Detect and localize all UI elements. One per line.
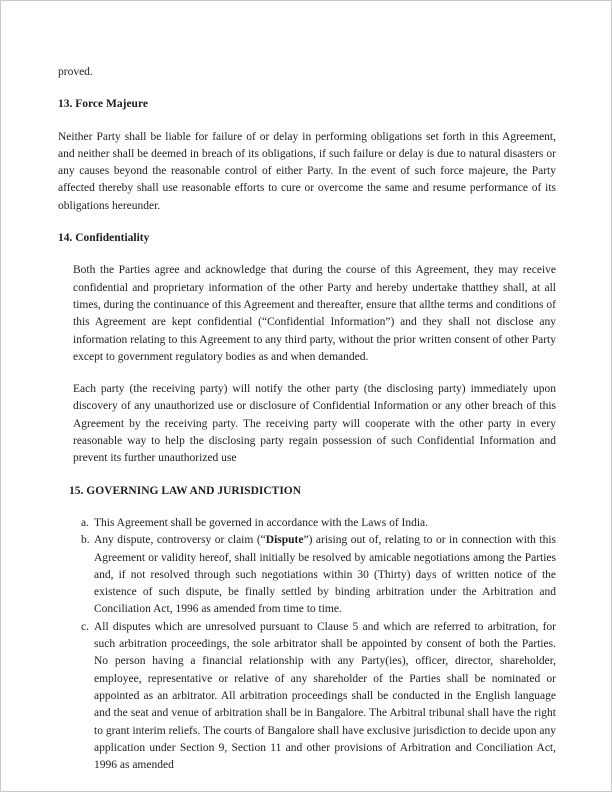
section-14-heading: 14. Confidentiality [58, 232, 150, 245]
clause-text-b-before: Any dispute, controversy or claim (“ [94, 534, 266, 547]
clause-marker-c: c. [81, 620, 89, 633]
clause-marker-b: b. [81, 534, 90, 547]
section-13-heading: 13. Force Majeure [58, 98, 148, 111]
clause-item-c [58, 619, 556, 775]
clause-text-b-after: ”) arising out of, relating to or in connection with this Agreement or validity hereof, shall initially be resolved by amicable negotiations among the Parties and, if not resolved through such negotiations within 30 (Thirty) days of written notice of the existence of such dispute, be finally settled by binding arbitration under the Arbitration and Conciliation Act, 1996 as amended from time to time. [94, 534, 556, 616]
clause-item-a [58, 515, 556, 532]
clause-marker-a: a. [81, 516, 89, 529]
clause-list [58, 515, 556, 774]
section-14-paragraph-2: Each party (the receiving party) will notify the other party (the disclosing party) immediately upon discovery of any unauthorized use or disclosure of Confidential Information or any other breach of this Agreement by the receiving party. The receiving party will cooperate with the other party in every reasonable way to help the disclosing party regain possession of such Confidential Information and prevent its further unauthorized use [73, 383, 556, 465]
clause-text-c: All disputes which are unresolved pursuant to Clause 5 and which are referred to arbitration, for such arbitration proceedings, the sole arbitrator shall be appointed by consent of both the Parties. No person having a financial relationship with any Party(ies), officer, director, shareholder, employee, representative or relative of any shareholder of the Parties shall be nominated or appointed as an arbitrator. All arbitration proceedings shall be conducted in the English language and the seat and venue of arbitration shall be in Bangalore. The Arbitral tribunal shall have the right to grant interim reliefs. The courts of Bangalore shall have exclusive jurisdiction to decide upon any application under Section 9, Section 11 and other provisions of Arbitration and Conciliation Act, 1996 as amended [94, 620, 556, 772]
clause-item-b [58, 532, 556, 618]
clause-text-a: This Agreement shall be governed in accordance with the Laws of India. [94, 516, 429, 529]
section-15-heading: 15. GOVERNING LAW AND JURISDICTION [69, 484, 302, 497]
clause-text-b-bold-term: Dispute [265, 534, 304, 547]
document-content [58, 64, 556, 774]
continuation-fragment: proved. [58, 66, 93, 78]
section-14-paragraph-1: Both the Parties agree and acknowledge that during the course of this Agreement, they may receive confidential and proprietary information of the other Party and hereby undertake thatthey shall, at all times, during the continuance of this Agreement and thereafter, ensure that allthe terms and conditions of this Agreement are kept confidential (“Confidential Information”) and they shall not disclose any information relating to this Agreement to any third party, without the prior written consent of other Party except to government regulatory bodies as and when demanded. [73, 264, 556, 363]
section-13-paragraph: Neither Party shall be liable for failure of or delay in performing obligations set forth in this Agreement, and neither shall be deemed in breach of its obligations, if such failure or delay is due to natural disasters or any causes beyond the reasonable control of either Party. In the event of such force majeure, the Party affected thereby shall use reasonable efforts to cure or overcome the same and resume performance of its obligations hereunder. [58, 130, 556, 212]
